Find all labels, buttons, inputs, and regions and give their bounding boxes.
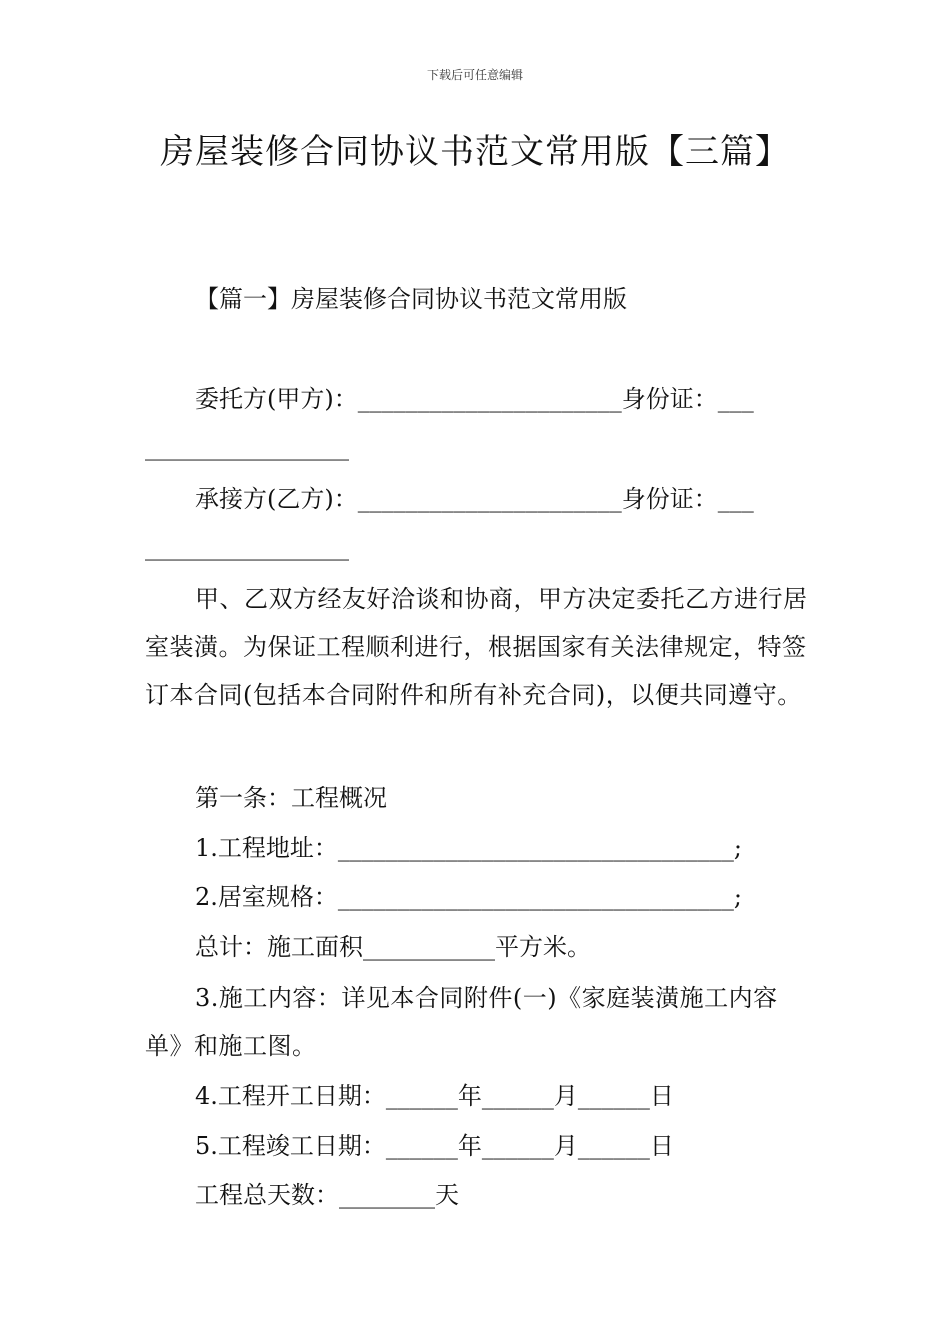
item-start-date: 4.工程开工日期：______年______月______日 [195, 1082, 674, 1110]
section-title: 【篇一】房屋装修合同协议书范文常用版 [195, 285, 627, 313]
party-b-line: 承接方(乙方)：______________________身份证：___ [195, 485, 754, 513]
item-room-spec: 2.居室规格：_________________________________; [195, 883, 742, 911]
item-project-address: 1.工程地址：_________________________________; [195, 834, 742, 862]
item-total-days: 工程总天数：________天 [195, 1181, 459, 1209]
item-total-area: 总计：施工面积___________平方米。 [195, 933, 591, 961]
document-title: 房屋装修合同协议书范文常用版【三篇】 [160, 132, 790, 172]
header-note: 下载后可任意编辑 [426, 68, 523, 82]
intro-paragraph: 甲、乙双方经友好洽谈和协商，甲方决定委托乙方进行居室装潢。为保证工程顺利进行，根据国家有关法律规定，特签订本合同(包括本合同附件和所有补充合同)，以便共同遵守。 [145, 585, 808, 709]
item-construction-content: 3.施工内容：详见本合同附件(一)《家庭装潢施工内容单》和施工图。 [145, 984, 778, 1060]
item-completion-date: 5.工程竣工日期：______年______月______日 [195, 1132, 674, 1160]
party-a-line: 委托方(甲方)：______________________身份证：___ [195, 385, 754, 413]
party-a-line-continued: _________________ [145, 433, 349, 461]
article-1-heading: 第一条：工程概况 [195, 784, 387, 812]
party-b-line-continued: _________________ [145, 533, 349, 561]
